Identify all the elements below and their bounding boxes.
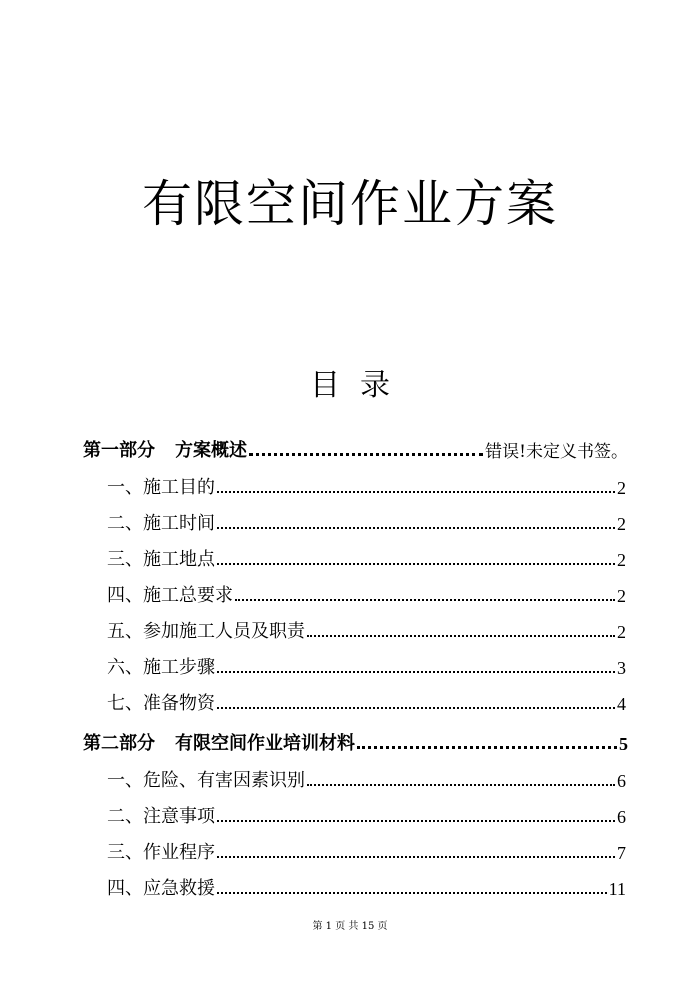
toc-entry-label: 四、施工总要求 [107,585,233,606]
toc-entry[interactable] [107,473,626,499]
toc-entry[interactable] [107,581,626,607]
toc-heading-left: 目 [310,368,340,403]
toc-entry[interactable] [107,874,626,900]
toc-leader [307,635,615,637]
toc-entry-page: 错误!未定义书签。 [485,442,628,462]
toc-entry-label: 五、参加施工人员及职责 [107,621,305,642]
toc-entry-page: 2 [617,622,626,642]
toc-heading-right: 录 [360,368,390,403]
toc-entry-part-2[interactable] [83,729,628,755]
toc-entry-label: 三、作业程序 [107,842,215,863]
toc-leader [217,707,615,709]
toc-leader [217,527,615,529]
toc-entry-label: 二、施工时间 [107,513,215,534]
toc-entry-page: 7 [617,843,626,863]
toc-entry-page: 6 [617,771,626,791]
toc-entry-label: 七、准备物资 [107,693,215,714]
toc-heading [0,364,700,408]
toc-entry-page: 4 [617,694,626,714]
toc-entry-label: 六、施工步骤 [107,657,215,678]
toc-entry-label: 一、施工目的 [107,477,215,498]
toc-entry-label: 第二部分 有限空间作业培训材料 [83,733,355,754]
toc-entry-part-1[interactable] [83,436,628,462]
toc-leader [249,453,483,456]
document-title: 有限空间作业方案 [142,175,558,233]
toc-entry-page: 11 [608,879,626,899]
toc-entry[interactable] [107,617,626,643]
toc-entry[interactable] [107,838,626,864]
toc-leader [217,856,615,858]
toc-leader [217,491,615,493]
toc-entry-label: 二、注意事项 [107,806,215,827]
toc-leader [217,820,615,822]
toc-leader [307,784,615,786]
toc-entry[interactable] [107,802,626,828]
page-footer: 第 1 页 共 15 页 [312,921,388,932]
toc-entry-label: 第一部分 方案概述 [83,440,247,461]
toc-entry-page: 2 [617,478,626,498]
toc-entry-label: 一、危险、有害因素识别 [107,770,305,791]
toc-entry-page: 3 [617,658,626,678]
toc-entry-page: 5 [619,734,628,754]
toc-entry-page: 2 [617,550,626,570]
toc-entry[interactable] [107,766,626,792]
toc-leader [217,563,615,565]
toc-entry-label: 四、应急救援 [107,878,215,899]
toc-entry[interactable] [107,545,626,571]
toc-entry-label: 三、施工地点 [107,549,215,570]
toc-leader [235,599,615,601]
toc-leader [217,892,607,894]
toc-entry-page: 6 [617,807,626,827]
toc-entry[interactable] [107,509,626,535]
toc-entry-page: 2 [617,586,626,606]
toc-entry[interactable] [107,653,626,679]
toc-entry-page: 2 [617,514,626,534]
toc-leader [217,671,615,673]
toc-leader [357,746,617,749]
toc-entry[interactable] [107,689,626,715]
